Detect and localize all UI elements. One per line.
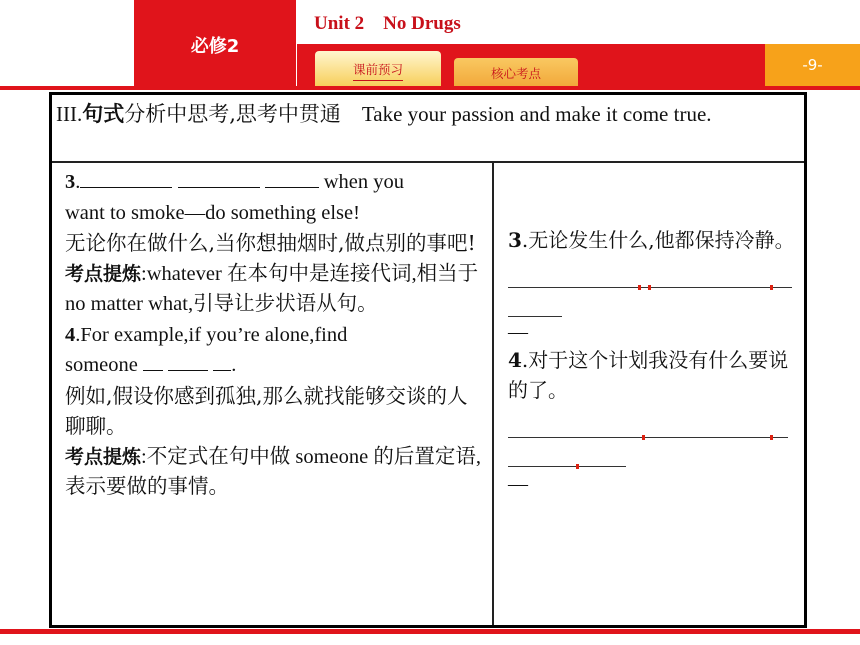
page-number: -9- bbox=[802, 56, 823, 74]
item-3-note: 考点提炼:whatever 在本句中是连接代词,相当于 no matter what,引导让步状语从句。 bbox=[65, 262, 479, 315]
item-4-translation: 例如,假设你感到孤独,那么就找能够交谈的人聊聊。 bbox=[65, 383, 468, 438]
answer-line-4a[interactable] bbox=[508, 417, 788, 438]
blank-3c[interactable] bbox=[265, 169, 319, 188]
left-column: 3. when you want to smoke—do something else! 无论你在做什么,当你想抽烟时,做点别的事吧! 考点提炼:whatever 在本句中是连接代词,相当于 no matter what,引导让步状语从句。 4.For example,if you’re alone,find someone . 例如,假设你感到孤独,那么就找能够交谈的人聊聊。 考点提炼:不定式在句中做 someone 的后置定语,表示要做的事情。 bbox=[65, 167, 485, 503]
blank-3a[interactable] bbox=[80, 169, 172, 188]
blank-4b[interactable] bbox=[168, 352, 208, 371]
motto: Take your passion and make it come true. bbox=[361, 102, 712, 126]
answer-line-4b[interactable] bbox=[508, 446, 626, 467]
blank-4a[interactable] bbox=[143, 352, 163, 371]
blank-3b[interactable] bbox=[178, 169, 260, 188]
tab-preview[interactable]: 课前预习 bbox=[315, 51, 441, 86]
item-3-translation: 无论你在做什么,当你想抽烟时,做点别的事吧! bbox=[65, 231, 476, 255]
item-4-note: 考点提炼:不定式在句中做 someone 的后置定语,表示要做的事情。 bbox=[65, 445, 481, 498]
tab-core-points[interactable]: 核心考点 bbox=[454, 58, 578, 86]
right-item-4: 4.对于这个计划我没有什么要说的了。 bbox=[508, 348, 789, 402]
item-4-sentence: 4.For example,if you’re alone,find bbox=[65, 323, 348, 346]
item-3-sentence: 3. when you bbox=[65, 171, 405, 193]
footer-divider bbox=[0, 629, 860, 634]
exercise-table bbox=[49, 92, 807, 628]
answer-line-3a[interactable] bbox=[508, 267, 792, 288]
answer-dash-3: — bbox=[508, 321, 528, 343]
section-heading: III.句式分析中思考,思考中贯通 Take your passion and make it come true. bbox=[56, 102, 712, 126]
answer-line-3b[interactable] bbox=[508, 296, 562, 317]
section-heading-row bbox=[52, 95, 804, 163]
right-item-3: 3.无论发生什么,他都保持冷静。 bbox=[508, 228, 795, 252]
book-label: 必修2 bbox=[190, 36, 240, 57]
answer-dash-4: — bbox=[508, 473, 528, 495]
header-divider bbox=[0, 86, 860, 90]
right-column bbox=[508, 225, 798, 497]
blank-4c[interactable] bbox=[213, 352, 231, 371]
unit-title: Unit 2 No Drugs bbox=[314, 13, 461, 34]
book-badge bbox=[134, 0, 296, 86]
column-divider bbox=[492, 161, 494, 625]
